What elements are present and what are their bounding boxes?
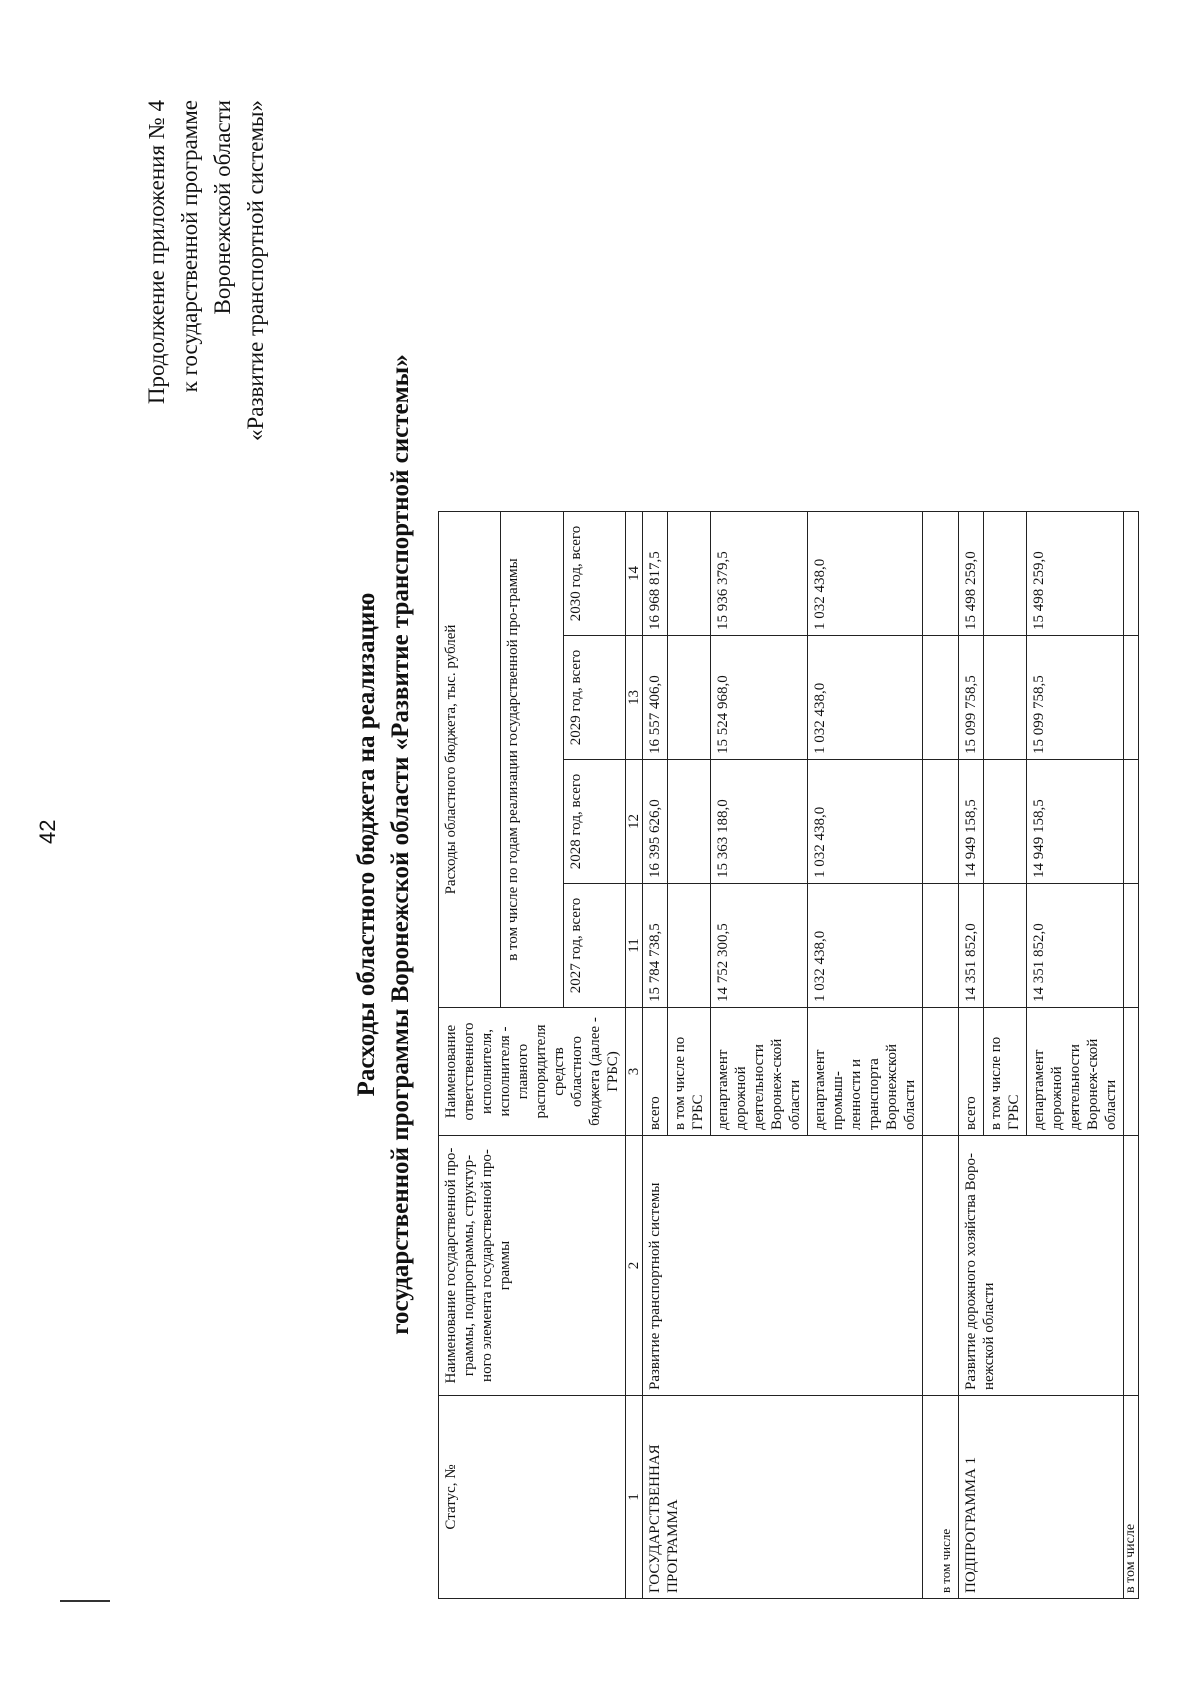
value-cell: 14 351 852,0 — [959, 884, 984, 1008]
column-number: 11 — [626, 884, 643, 1008]
grbs-cell: департамент дорожной деятельности Воронеж-ской области — [1027, 1008, 1124, 1136]
page-number: 42 — [35, 819, 60, 844]
status-cell: ПОДПРОГРАММА 1 — [959, 1396, 1124, 1599]
value-cell: 14 949 158,5 — [1027, 760, 1124, 884]
grbs-cell: всего — [643, 1008, 668, 1136]
title-line: государственной программы Воронежской области «Развитие транспортной системы» — [387, 354, 414, 1335]
value-cell: 1 032 438,0 — [808, 884, 923, 1008]
appendix-line: Продолжение приложения № 4 — [144, 100, 169, 405]
expenses-table — [438, 511, 1139, 1599]
value-cell: 15 524 968,0 — [711, 636, 808, 760]
header-status: Статус, № — [439, 1396, 626, 1599]
grbs-cell: департамент дорожной деятельности Воронеж-ской области — [711, 1008, 808, 1136]
header-name: Наименование государственной про-граммы, подпрограммы, структур-ного элемента государственной про-граммы — [439, 1136, 626, 1396]
appendix-note — [140, 100, 272, 441]
table-row — [1124, 512, 1139, 1599]
status-cell: в том числе — [1124, 1396, 1139, 1599]
value-cell: 1 032 438,0 — [808, 512, 923, 636]
table-row — [959, 512, 984, 1599]
scan-artifact-line — [60, 1600, 110, 1602]
grbs-cell: всего — [959, 1008, 984, 1136]
table-row — [643, 512, 668, 1599]
name-cell: Развитие транспортной системы — [643, 1136, 923, 1396]
value-cell: 16 557 406,0 — [643, 636, 668, 760]
column-numbers-row — [626, 512, 643, 1599]
value-cell: 1 032 438,0 — [808, 760, 923, 884]
appendix-line: «Развитие транспортной системы» — [243, 100, 268, 442]
value-cell: 16 395 626,0 — [643, 760, 668, 884]
column-number: 2 — [626, 1136, 643, 1396]
grbs-cell: в том числе по ГРБС — [668, 1008, 711, 1136]
appendix-line: к государственной программе — [177, 100, 202, 393]
value-cell: 15 498 259,0 — [959, 512, 984, 636]
title-line: Расходы областного бюджета на реализацию — [353, 592, 380, 1097]
header-expenses: Расходы областного бюджета, тыс. рублей — [439, 512, 501, 1008]
value-cell: 15 498 259,0 — [1027, 512, 1124, 636]
value-cell: 1 032 438,0 — [808, 636, 923, 760]
document-title — [350, 0, 418, 1689]
value-cell: 15 099 758,5 — [1027, 636, 1124, 760]
value-cell: 15 784 738,5 — [643, 884, 668, 1008]
header-year: 2028 год, всего — [563, 760, 625, 884]
column-number: 13 — [626, 636, 643, 760]
header-grbs: Наименование ответственного исполнителя, исполнителя - главного распорядителя средств областного бюджета (далее - ГРБС) — [439, 1008, 626, 1136]
grbs-cell: департамент промыш-ленности и транспорта Воронежской области — [808, 1008, 923, 1136]
header-year: 2029 год, всего — [563, 636, 625, 760]
appendix-line: Воронежской области — [210, 100, 235, 315]
value-cell: 15 099 758,5 — [959, 636, 984, 760]
header-year: 2030 год, всего — [563, 512, 625, 636]
status-cell: в том числе — [923, 1396, 959, 1599]
column-number: 14 — [626, 512, 643, 636]
value-cell: 14 949 158,5 — [959, 760, 984, 884]
column-number: 3 — [626, 1008, 643, 1136]
value-cell: 15 363 188,0 — [711, 760, 808, 884]
value-cell: 14 351 852,0 — [1027, 884, 1124, 1008]
value-cell: 16 968 817,5 — [643, 512, 668, 636]
value-cell: 15 936 379,5 — [711, 512, 808, 636]
table-row — [923, 512, 959, 1599]
name-cell: Развитие дорожного хозяйства Воро-нежской области — [959, 1136, 1124, 1396]
expenses-table-wrap — [438, 511, 1139, 1599]
value-cell: 14 752 300,5 — [711, 884, 808, 1008]
column-number: 12 — [626, 760, 643, 884]
header-year: 2027 год, всего — [563, 884, 625, 1008]
status-cell: ГОСУДАРСТВЕННАЯ ПРОГРАММА — [643, 1396, 923, 1599]
grbs-cell: в том числе по ГРБС — [984, 1008, 1027, 1136]
column-number: 1 — [626, 1396, 643, 1599]
header-by-years: в том числе по годам реализации государственной про-граммы — [501, 512, 563, 1008]
